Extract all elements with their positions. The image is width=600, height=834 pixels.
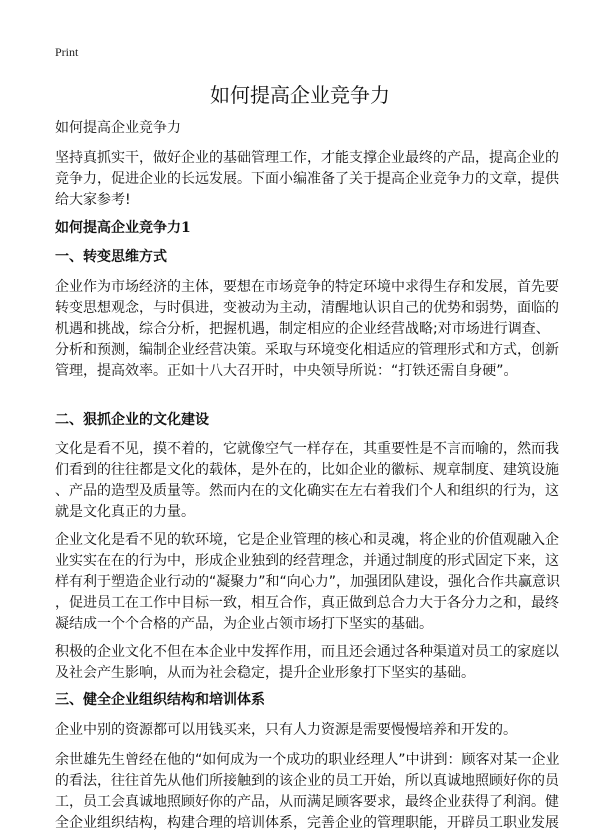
text-line: ，促进员工在工作中目标一致，相互合作，真正做到总合力大于各分力之和，最终	[55, 595, 559, 611]
text-line: 、产品的造型及质量等。然而内在的文化确实在左右着我们个人和组织的行为，这	[55, 483, 559, 499]
subtitle: 如何提高企业竞争力	[55, 120, 181, 136]
section-heading: 如何提高企业竞争力1	[55, 220, 191, 236]
text-line: 业实实在在的行为中，形成企业独到的经营理念，并通过制度的形式固定下来，这	[55, 553, 559, 569]
print-link[interactable]: Print	[55, 45, 79, 59]
text-line: 给大家参考!	[55, 192, 131, 208]
subsection-heading: 一、转变思维方式	[55, 249, 167, 265]
text-line: 文化是看不见，摸不着的，它就像空气一样存在，其重要性是不言而喻的，然而我	[55, 441, 559, 457]
text-line: 竞争力，促进企业的长远发展。下面小编准备了关于提高企业竞争力的文章，提供	[55, 171, 559, 187]
text-line: 分析和预测，编制企业经营决策。采取与环境变化相适应的管理形式和方式，创新	[55, 342, 559, 358]
text-line: 的看法，往往首先从他们所接触到的该企业的员工开始，所以真诚地照顾好你的员	[55, 773, 559, 789]
text-line: 积极的企业文化不但在本企业中发挥作用，而且还会通过各种渠道对员工的家庭以	[55, 644, 559, 660]
subsection-heading: 二、狠抓企业的文化建设	[55, 412, 209, 428]
text-line: 们看到的往往都是文化的载体，是外在的，比如企业的徽标、规章制度、建筑设施	[55, 462, 559, 478]
text-line: 企业文化是看不见的软环境，它是企业管理的核心和灵魂，将企业的价值观融入企	[55, 532, 559, 548]
text-line: 就是文化真正的力量。	[55, 504, 195, 520]
text-line: 样有利于塑造企业行动的“凝聚力”和“向心力”，加强团队建设，强化合作共赢意识	[55, 574, 561, 590]
text-line: 企业中别的资源都可以用钱买来，只有人力资源是需要慢慢培养和开发的。	[55, 722, 517, 738]
paragraph	[55, 642, 559, 684]
text-line: 凝结成一个个合格的产品，为企业占领市场打下坚实的基础。	[55, 616, 433, 632]
text-line: 余世雄先生曾经在他的“如何成为一个成功的职业经理人”中讲到：顾客对某一企业	[55, 752, 560, 768]
text-line: 企业作为市场经济的主体，要想在市场竞争的特定环境中求得生存和发展，首先要	[55, 279, 559, 295]
text-line: 管理，提高效率。正如十八大召开时，中央领导所说：“打铁还需自身硬”。	[55, 363, 518, 379]
paragraph	[55, 277, 559, 382]
text-line: 全企业组织结构，构建合理的培训体系，完善企业的管理职能，开辟员工职业发展	[55, 815, 559, 831]
paragraph	[55, 720, 548, 741]
text-line: 转变思想观念，与时俱进，变被动为主动，清醒地认识自己的优势和弱势，面临的	[55, 300, 559, 316]
page-title: 如何提高企业竞争力	[210, 83, 390, 107]
subsection-heading: 三、健全企业组织结构和培训体系	[55, 692, 265, 708]
text-line: 坚持真抓实干，做好企业的基础管理工作，才能支撑企业最终的产品，提高企业的	[55, 150, 559, 166]
text-line: 及社会产生影响，从而为社会稳定，提升企业形象打下坚实的基础。	[55, 665, 475, 681]
paragraph	[55, 750, 560, 834]
paragraph	[55, 439, 559, 523]
text-line: 机遇和挑战，综合分析，把握机遇，制定相应的企业经营战略;对市场进行调查、	[55, 321, 550, 337]
paragraph	[55, 530, 561, 635]
intro-paragraph	[55, 148, 559, 211]
text-line: 工，员工会真诚地照顾好你的产品，从而满足顾客要求，最终企业获得了利润。健	[55, 794, 559, 810]
